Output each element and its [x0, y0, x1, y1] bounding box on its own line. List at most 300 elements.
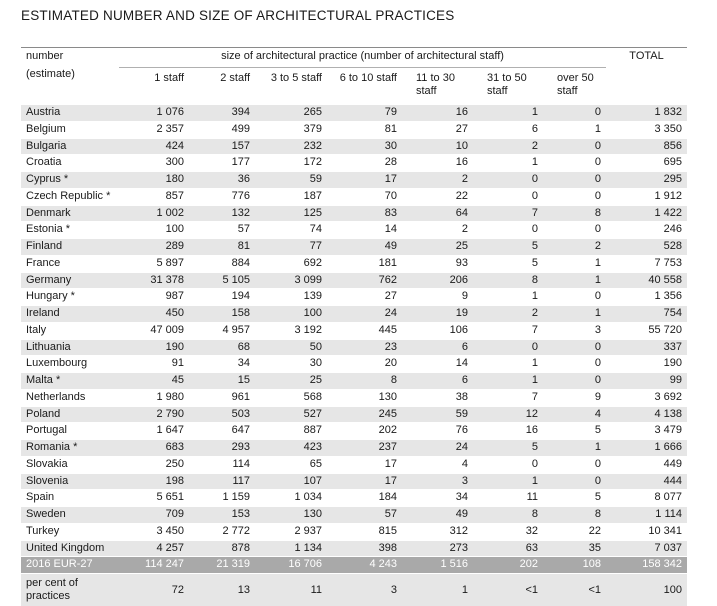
value-cell: 1 — [473, 105, 543, 122]
size-group-header: size of architectural practice (number of architectural staff) — [119, 48, 606, 68]
value-cell: 450 — [119, 306, 189, 323]
table-row — [21, 121, 687, 138]
value-cell: 16 706 — [255, 557, 327, 574]
value-cell: 312 — [402, 523, 473, 540]
page-title: ESTIMATED NUMBER AND SIZE OF ARCHITECTURAL PRACTICES — [21, 8, 454, 23]
total-cell: 100 — [606, 574, 687, 606]
value-cell: 683 — [119, 440, 189, 457]
value-cell: 6 — [473, 121, 543, 138]
value-cell: 776 — [189, 188, 255, 205]
country-cell: Netherlands — [21, 389, 119, 406]
country-cell: Poland — [21, 406, 119, 423]
country-cell: Sweden — [21, 507, 119, 524]
value-cell: 0 — [543, 356, 606, 373]
country-cell: France — [21, 255, 119, 272]
value-cell: 647 — [189, 423, 255, 440]
value-cell: 11 — [473, 490, 543, 507]
value-cell: 394 — [189, 105, 255, 122]
table-row — [21, 205, 687, 222]
total-cell: 337 — [606, 339, 687, 356]
value-cell: 293 — [189, 440, 255, 457]
value-cell: 527 — [255, 406, 327, 423]
value-cell: 139 — [255, 289, 327, 306]
total-cell: 528 — [606, 239, 687, 256]
country-cell: Romania * — [21, 440, 119, 457]
value-cell: 884 — [189, 255, 255, 272]
country-cell: Germany — [21, 272, 119, 289]
value-cell: 423 — [255, 440, 327, 457]
value-cell: 1 — [473, 289, 543, 306]
value-cell: 5 — [473, 440, 543, 457]
country-cell: Czech Republic * — [21, 188, 119, 205]
value-cell: 265 — [255, 105, 327, 122]
total-row — [21, 557, 687, 574]
value-cell: <1 — [473, 574, 543, 606]
value-cell: 158 — [189, 306, 255, 323]
value-cell: 108 — [543, 557, 606, 574]
table-row — [21, 172, 687, 189]
value-cell: 0 — [543, 456, 606, 473]
value-cell: 132 — [189, 205, 255, 222]
value-cell: 9 — [402, 289, 473, 306]
total-cell: 449 — [606, 456, 687, 473]
total-cell: 3 350 — [606, 121, 687, 138]
value-cell: 1 — [473, 473, 543, 490]
value-cell: 2 — [473, 138, 543, 155]
value-cell: 6 — [402, 339, 473, 356]
value-cell: 0 — [543, 188, 606, 205]
country-cell: Cyprus * — [21, 172, 119, 189]
value-cell: 184 — [327, 490, 402, 507]
value-cell: 172 — [255, 155, 327, 172]
value-cell: 1 076 — [119, 105, 189, 122]
country-cell: Slovakia — [21, 456, 119, 473]
value-cell: 232 — [255, 138, 327, 155]
table-row — [21, 289, 687, 306]
value-cell: 157 — [189, 138, 255, 155]
value-cell: 30 — [327, 138, 402, 155]
table-row — [21, 306, 687, 323]
value-cell: 1 647 — [119, 423, 189, 440]
value-cell: 27 — [402, 121, 473, 138]
value-cell: 70 — [327, 188, 402, 205]
table-row — [21, 272, 687, 289]
value-cell: 1 134 — [255, 540, 327, 557]
value-cell: 2 — [402, 172, 473, 189]
value-cell: 12 — [473, 406, 543, 423]
value-cell: 202 — [327, 423, 402, 440]
value-cell: 0 — [543, 473, 606, 490]
value-cell: 1 — [473, 155, 543, 172]
value-cell: 1 980 — [119, 389, 189, 406]
value-cell: 22 — [543, 523, 606, 540]
value-cell: 4 — [543, 406, 606, 423]
value-cell: 74 — [255, 222, 327, 239]
total-cell: 7 753 — [606, 255, 687, 272]
value-cell: 11 — [255, 574, 327, 606]
country-cell: Spain — [21, 490, 119, 507]
value-cell: 50 — [255, 339, 327, 356]
value-cell: 34 — [189, 356, 255, 373]
value-cell: 13 — [189, 574, 255, 606]
value-cell: 0 — [543, 172, 606, 189]
value-cell: 5 — [543, 490, 606, 507]
table-row — [21, 239, 687, 256]
table-body — [21, 105, 687, 606]
value-cell: 76 — [402, 423, 473, 440]
value-cell: 187 — [255, 188, 327, 205]
column-header: over 50 staff — [543, 68, 606, 105]
value-cell: 77 — [255, 239, 327, 256]
value-cell: 1 — [543, 272, 606, 289]
value-cell: 83 — [327, 205, 402, 222]
value-cell: 32 — [473, 523, 543, 540]
value-cell: 3 — [327, 574, 402, 606]
value-cell: 36 — [189, 172, 255, 189]
table-row — [21, 188, 687, 205]
value-cell: 692 — [255, 255, 327, 272]
estimate-header: (estimate) — [21, 68, 119, 105]
table-row — [21, 389, 687, 406]
country-cell: Bulgaria — [21, 138, 119, 155]
column-header: 2 staff — [189, 68, 255, 105]
value-cell: 9 — [543, 389, 606, 406]
value-cell: <1 — [543, 574, 606, 606]
value-cell: 10 — [402, 138, 473, 155]
total-cell: 1 356 — [606, 289, 687, 306]
total-cell: 190 — [606, 356, 687, 373]
total-cell: 246 — [606, 222, 687, 239]
total-cell: 295 — [606, 172, 687, 189]
value-cell: 17 — [327, 456, 402, 473]
column-header: 1 staff — [119, 68, 189, 105]
value-cell: 1 002 — [119, 205, 189, 222]
value-cell: 3 192 — [255, 322, 327, 339]
table-row — [21, 540, 687, 557]
value-cell: 68 — [189, 339, 255, 356]
total-cell: 55 720 — [606, 322, 687, 339]
value-cell: 81 — [327, 121, 402, 138]
value-cell: 0 — [543, 373, 606, 390]
value-cell: 198 — [119, 473, 189, 490]
value-cell: 3 — [543, 322, 606, 339]
value-cell: 177 — [189, 155, 255, 172]
column-header-empty — [606, 68, 687, 105]
value-cell: 4 257 — [119, 540, 189, 557]
value-cell: 445 — [327, 322, 402, 339]
value-cell: 5 — [473, 239, 543, 256]
column-header: 31 to 50 staff — [473, 68, 543, 105]
column-header: 11 to 30 staff — [402, 68, 473, 105]
value-cell: 1 — [402, 574, 473, 606]
table-row — [21, 373, 687, 390]
country-cell: Malta * — [21, 373, 119, 390]
number-header: number — [21, 48, 119, 68]
value-cell: 568 — [255, 389, 327, 406]
value-cell: 857 — [119, 188, 189, 205]
value-cell: 245 — [327, 406, 402, 423]
value-cell: 17 — [327, 473, 402, 490]
value-cell: 2 — [543, 239, 606, 256]
value-cell: 38 — [402, 389, 473, 406]
value-cell: 22 — [402, 188, 473, 205]
country-cell: Croatia — [21, 155, 119, 172]
total-cell: 4 138 — [606, 406, 687, 423]
total-cell: 8 077 — [606, 490, 687, 507]
percent-row — [21, 574, 687, 606]
table-row — [21, 523, 687, 540]
value-cell: 0 — [543, 222, 606, 239]
table-row — [21, 339, 687, 356]
value-cell: 887 — [255, 423, 327, 440]
value-cell: 0 — [473, 456, 543, 473]
country-cell: 2016 EUR-27 — [21, 557, 119, 574]
country-cell: United Kingdom — [21, 540, 119, 557]
country-cell: Lithuania — [21, 339, 119, 356]
total-cell: 158 342 — [606, 557, 687, 574]
value-cell: 100 — [119, 222, 189, 239]
value-cell: 5 651 — [119, 490, 189, 507]
country-cell: Finland — [21, 239, 119, 256]
value-cell: 1 516 — [402, 557, 473, 574]
table-row — [21, 255, 687, 272]
country-cell: per cent of practices — [21, 574, 119, 606]
value-cell: 14 — [327, 222, 402, 239]
value-cell: 0 — [473, 222, 543, 239]
value-cell: 379 — [255, 121, 327, 138]
value-cell: 15 — [189, 373, 255, 390]
table-row — [21, 456, 687, 473]
value-cell: 499 — [189, 121, 255, 138]
total-cell: 856 — [606, 138, 687, 155]
value-cell: 398 — [327, 540, 402, 557]
value-cell: 7 — [473, 205, 543, 222]
value-cell: 3 099 — [255, 272, 327, 289]
value-cell: 14 — [402, 356, 473, 373]
value-cell: 815 — [327, 523, 402, 540]
value-cell: 1 — [473, 373, 543, 390]
value-cell: 25 — [402, 239, 473, 256]
value-cell: 19 — [402, 306, 473, 323]
table-row — [21, 473, 687, 490]
value-cell: 24 — [402, 440, 473, 457]
value-cell: 59 — [402, 406, 473, 423]
value-cell: 1 — [543, 121, 606, 138]
value-cell: 81 — [189, 239, 255, 256]
value-cell: 1 — [543, 255, 606, 272]
total-cell: 1 114 — [606, 507, 687, 524]
value-cell: 1 — [543, 440, 606, 457]
value-cell: 4 — [402, 456, 473, 473]
table-row — [21, 507, 687, 524]
value-cell: 0 — [473, 188, 543, 205]
table-row — [21, 490, 687, 507]
value-cell: 0 — [473, 339, 543, 356]
value-cell: 93 — [402, 255, 473, 272]
value-cell: 16 — [402, 155, 473, 172]
value-cell: 5 105 — [189, 272, 255, 289]
total-cell: 1 422 — [606, 205, 687, 222]
value-cell: 49 — [402, 507, 473, 524]
value-cell: 0 — [543, 339, 606, 356]
total-cell: 3 479 — [606, 423, 687, 440]
country-cell: Austria — [21, 105, 119, 122]
practices-table — [21, 47, 687, 606]
value-cell: 250 — [119, 456, 189, 473]
value-cell: 5 — [473, 255, 543, 272]
value-cell: 1 034 — [255, 490, 327, 507]
value-cell: 194 — [189, 289, 255, 306]
value-cell: 5 — [543, 423, 606, 440]
value-cell: 24 — [327, 306, 402, 323]
total-header: TOTAL — [606, 48, 687, 68]
value-cell: 72 — [119, 574, 189, 606]
value-cell: 63 — [473, 540, 543, 557]
value-cell: 878 — [189, 540, 255, 557]
value-cell: 8 — [327, 373, 402, 390]
value-cell: 45 — [119, 373, 189, 390]
table-row — [21, 406, 687, 423]
value-cell: 206 — [402, 272, 473, 289]
value-cell: 2 937 — [255, 523, 327, 540]
country-cell: Denmark — [21, 205, 119, 222]
value-cell: 16 — [402, 105, 473, 122]
table-row — [21, 440, 687, 457]
value-cell: 190 — [119, 339, 189, 356]
country-cell: Belgium — [21, 121, 119, 138]
table-row — [21, 105, 687, 122]
value-cell: 130 — [255, 507, 327, 524]
value-cell: 57 — [189, 222, 255, 239]
value-cell: 64 — [402, 205, 473, 222]
value-cell: 59 — [255, 172, 327, 189]
total-cell: 754 — [606, 306, 687, 323]
value-cell: 5 897 — [119, 255, 189, 272]
value-cell: 0 — [543, 289, 606, 306]
value-cell: 106 — [402, 322, 473, 339]
value-cell: 25 — [255, 373, 327, 390]
value-cell: 4 957 — [189, 322, 255, 339]
value-cell: 91 — [119, 356, 189, 373]
value-cell: 16 — [473, 423, 543, 440]
country-cell: Slovenia — [21, 473, 119, 490]
value-cell: 35 — [543, 540, 606, 557]
value-cell: 7 — [473, 322, 543, 339]
value-cell: 65 — [255, 456, 327, 473]
value-cell: 2 790 — [119, 406, 189, 423]
total-cell: 7 037 — [606, 540, 687, 557]
value-cell: 300 — [119, 155, 189, 172]
total-cell: 1 912 — [606, 188, 687, 205]
value-cell: 2 — [473, 306, 543, 323]
value-cell: 202 — [473, 557, 543, 574]
value-cell: 57 — [327, 507, 402, 524]
value-cell: 31 378 — [119, 272, 189, 289]
value-cell: 237 — [327, 440, 402, 457]
country-cell: Ireland — [21, 306, 119, 323]
value-cell: 117 — [189, 473, 255, 490]
table-row — [21, 322, 687, 339]
table-row — [21, 155, 687, 172]
total-cell: 444 — [606, 473, 687, 490]
value-cell: 79 — [327, 105, 402, 122]
value-cell: 130 — [327, 389, 402, 406]
value-cell: 8 — [473, 272, 543, 289]
value-cell: 180 — [119, 172, 189, 189]
value-cell: 4 243 — [327, 557, 402, 574]
value-cell: 114 — [189, 456, 255, 473]
column-header: 6 to 10 staff — [327, 68, 402, 105]
value-cell: 17 — [327, 172, 402, 189]
table-row — [21, 356, 687, 373]
value-cell: 23 — [327, 339, 402, 356]
value-cell: 34 — [402, 490, 473, 507]
value-cell: 0 — [543, 138, 606, 155]
value-cell: 125 — [255, 205, 327, 222]
value-cell: 3 — [402, 473, 473, 490]
country-cell: Estonia * — [21, 222, 119, 239]
value-cell: 503 — [189, 406, 255, 423]
value-cell: 273 — [402, 540, 473, 557]
value-cell: 153 — [189, 507, 255, 524]
value-cell: 21 319 — [189, 557, 255, 574]
value-cell: 47 009 — [119, 322, 189, 339]
value-cell: 3 450 — [119, 523, 189, 540]
value-cell: 8 — [543, 507, 606, 524]
table-row — [21, 423, 687, 440]
value-cell: 30 — [255, 356, 327, 373]
value-cell: 0 — [543, 105, 606, 122]
total-cell: 1 832 — [606, 105, 687, 122]
country-cell: Luxembourg — [21, 356, 119, 373]
column-header: 3 to 5 staff — [255, 68, 327, 105]
value-cell: 2 — [402, 222, 473, 239]
country-cell: Hungary * — [21, 289, 119, 306]
total-cell: 1 666 — [606, 440, 687, 457]
value-cell: 424 — [119, 138, 189, 155]
value-cell: 100 — [255, 306, 327, 323]
value-cell: 8 — [473, 507, 543, 524]
country-cell: Italy — [21, 322, 119, 339]
value-cell: 1 — [473, 356, 543, 373]
table-row — [21, 222, 687, 239]
value-cell: 28 — [327, 155, 402, 172]
value-cell: 987 — [119, 289, 189, 306]
total-cell: 3 692 — [606, 389, 687, 406]
value-cell: 20 — [327, 356, 402, 373]
value-cell: 2 357 — [119, 121, 189, 138]
value-cell: 2 772 — [189, 523, 255, 540]
table-row — [21, 138, 687, 155]
total-cell: 10 341 — [606, 523, 687, 540]
value-cell: 961 — [189, 389, 255, 406]
value-cell: 181 — [327, 255, 402, 272]
total-cell: 40 558 — [606, 272, 687, 289]
value-cell: 107 — [255, 473, 327, 490]
value-cell: 27 — [327, 289, 402, 306]
value-cell: 7 — [473, 389, 543, 406]
value-cell: 6 — [402, 373, 473, 390]
value-cell: 0 — [543, 155, 606, 172]
value-cell: 0 — [473, 172, 543, 189]
value-cell: 1 — [543, 306, 606, 323]
value-cell: 762 — [327, 272, 402, 289]
total-cell: 695 — [606, 155, 687, 172]
total-cell: 99 — [606, 373, 687, 390]
value-cell: 114 247 — [119, 557, 189, 574]
value-cell: 289 — [119, 239, 189, 256]
country-cell: Portugal — [21, 423, 119, 440]
